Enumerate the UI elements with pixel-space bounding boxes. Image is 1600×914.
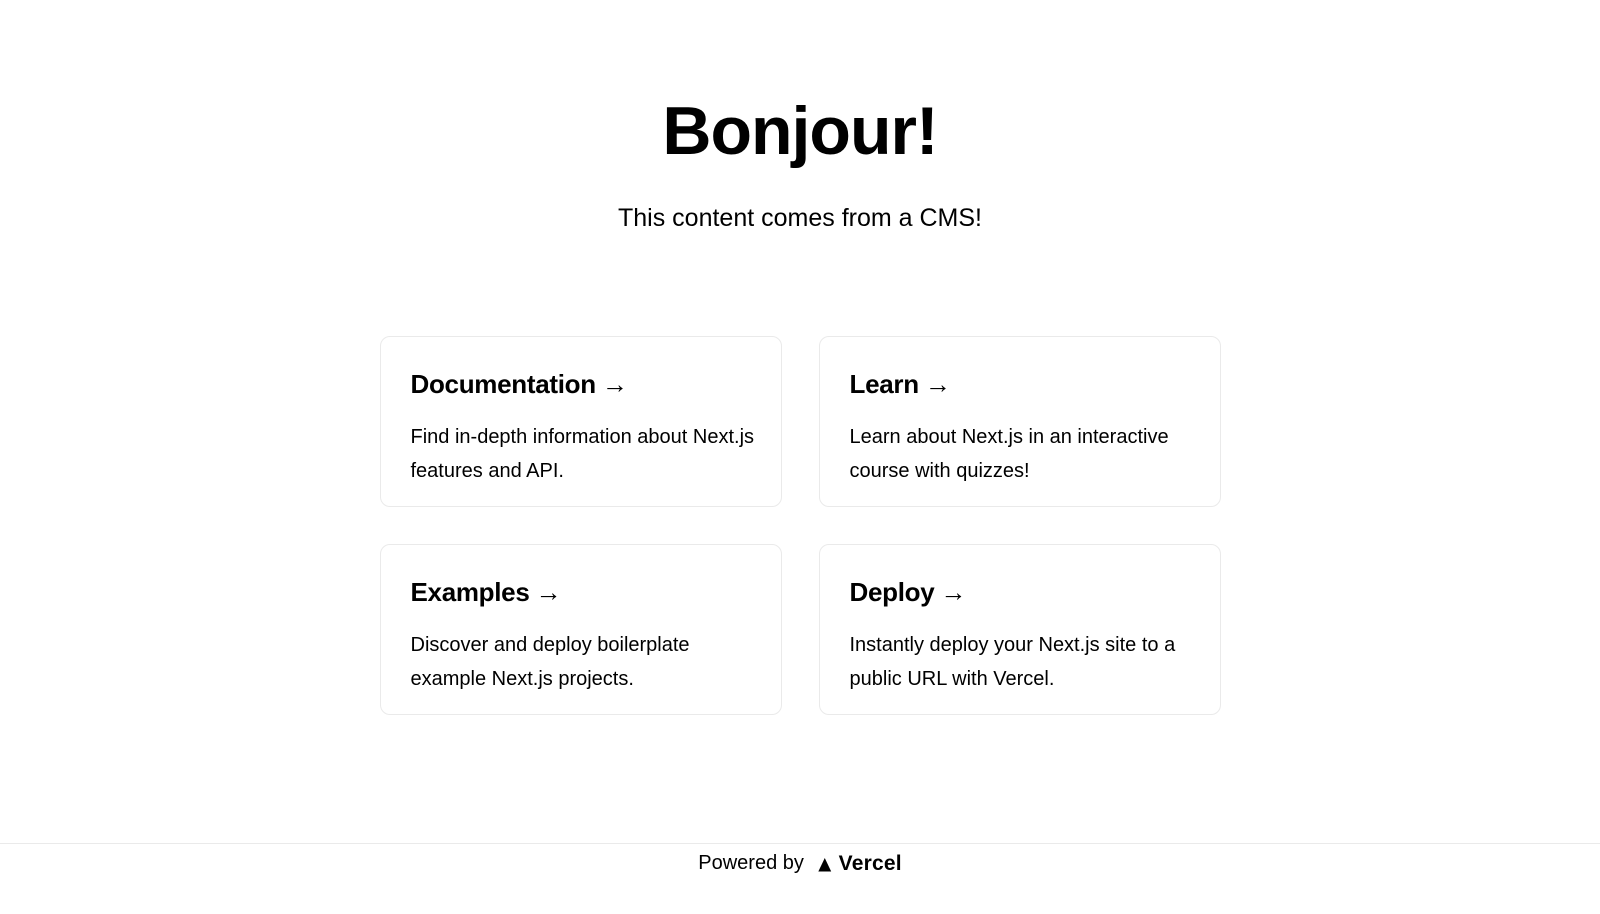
card-learn[interactable] <box>819 336 1221 507</box>
vercel-logo[interactable] <box>814 852 902 876</box>
arrow-right-icon: → <box>924 368 951 399</box>
powered-by-row <box>698 852 902 876</box>
arrow-right-icon: → <box>940 576 967 607</box>
footer <box>0 843 1600 914</box>
card-title <box>850 576 1196 609</box>
card-description: Instantly deploy your Next.js site to a public URL with Vercel. <box>849 634 1176 691</box>
card-title-text: Documentation <box>410 368 596 399</box>
page-title: Bonjour! <box>662 93 938 169</box>
card-deploy[interactable] <box>819 544 1221 715</box>
card-description: Find in-depth information about Next.js features and API. <box>410 426 755 483</box>
card-documentation[interactable] <box>380 336 782 507</box>
powered-by-text: Powered by <box>698 852 804 875</box>
card-title-text: Examples <box>410 576 530 607</box>
card-examples[interactable] <box>380 544 782 715</box>
arrow-right-icon: → <box>601 368 628 399</box>
card-title-text: Deploy <box>849 576 935 607</box>
arrow-right-icon: → <box>535 576 562 607</box>
card-title <box>850 368 1196 401</box>
card-title-text: Learn <box>849 368 919 399</box>
card-title <box>411 368 757 401</box>
card-description: Learn about Next.js in an interactive course with quizzes! <box>849 426 1169 483</box>
page-subtitle: This content comes from a CMS! <box>617 204 982 233</box>
card-description: Discover and deploy boilerplate example Next.js projects. <box>410 634 690 691</box>
vercel-wordmark: Vercel <box>838 851 902 875</box>
card-title <box>411 576 757 609</box>
vercel-triangle-icon: ▲ <box>813 850 836 877</box>
cards-grid <box>380 336 1221 715</box>
